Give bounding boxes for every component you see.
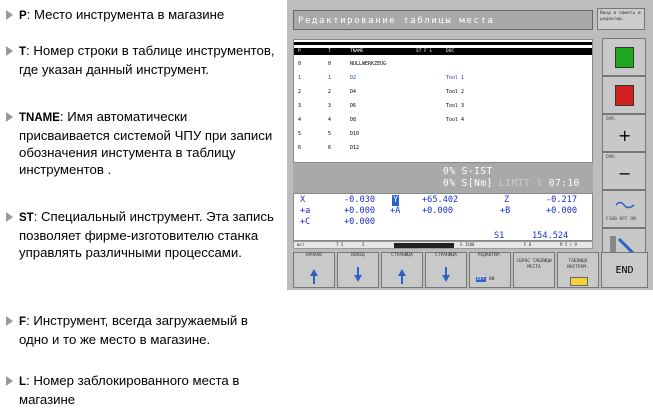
axis-label: Y (393, 195, 399, 205)
table-header (294, 48, 592, 55)
arrow-down-icon (442, 275, 450, 282)
softkey-label: РЕДАКТИР. (477, 253, 503, 258)
item-text: : Специальный инструмент. Эта запись позволяет фирме-изготовителю станка управлять различными процессами. (19, 209, 274, 260)
axis-label: +B (500, 206, 511, 216)
cell-t: 5 (328, 131, 332, 137)
softkey-tool-table[interactable] (557, 252, 599, 288)
status-item: F 0 (524, 242, 532, 247)
table-caption-bar (294, 42, 592, 45)
cell-p: 4 (298, 117, 302, 123)
bullet-icon (6, 112, 13, 122)
item-text: : Имя автоматически присваивается системой ЧПУ при записи обозначения инстумента в таблицу инструментов . (19, 109, 273, 177)
column-header-t: T (328, 49, 331, 54)
arrow-up-icon (310, 269, 318, 276)
axis-value: +0.000 (344, 206, 376, 216)
axis-value: -0.217 (546, 195, 578, 205)
item-key: T (19, 46, 27, 58)
status-item: Z (362, 242, 365, 247)
axis-label: X (300, 195, 306, 205)
axis-label: +a (300, 206, 311, 216)
cell-tname: NULLWERKZEUG (350, 61, 387, 67)
table-row[interactable] (294, 59, 592, 70)
spindle-torque: 0% S[Nm] (443, 178, 493, 189)
arrow-stem (401, 276, 403, 284)
table-row[interactable] (294, 101, 592, 112)
position-display (293, 193, 593, 241)
bullet-icon (6, 316, 13, 326)
table-row[interactable] (294, 115, 592, 126)
feed-on-off-key[interactable] (602, 190, 646, 228)
arrow-stem (357, 267, 359, 275)
softkey-row (293, 252, 648, 288)
minus-icon: − (618, 164, 632, 183)
cell-p: 5 (298, 131, 302, 137)
cell-tname: D12 (350, 145, 360, 151)
spindle-actual: 0% S-IST (443, 166, 493, 177)
coord-row (294, 206, 592, 217)
cell-tname: D6 (350, 103, 357, 109)
axis-value: +0.000 (546, 206, 578, 216)
softkey-label: ТАБЛИЦА ИНСТРУМ. (567, 259, 589, 270)
axis-value: +0.000 (422, 206, 454, 216)
column-header-st-f-l: ST F L (416, 49, 433, 54)
table-icon (570, 277, 588, 286)
arrow-stem (313, 276, 315, 284)
item-text: : Место инструмента в магазине (26, 7, 225, 22)
clock: 07:10 (548, 178, 580, 189)
arrow-stem (445, 267, 447, 275)
cell-p: 6 (298, 145, 302, 151)
feed-icon (615, 199, 635, 211)
item-text: : Номер строки в таблице инструментов, где указан данный инструмент. (19, 43, 275, 77)
item-text: : Номер заблокированного места в магазине (19, 373, 240, 407)
cell-p: 3 (298, 103, 302, 109)
off-state: OFF (477, 277, 486, 282)
cell-doc: Tool 1 (446, 75, 465, 81)
cell-p: 0 (298, 61, 302, 67)
plus-icon: + (618, 126, 632, 145)
bullet-icon (6, 212, 13, 222)
softkey-end[interactable]: END (601, 252, 648, 288)
m-icon (615, 47, 634, 68)
item-key: P (19, 10, 27, 22)
status-item: Т 5 (336, 242, 344, 247)
cell-t: 4 (328, 117, 332, 123)
key-label: F100 OFF ON (606, 217, 636, 222)
key-label: OVR. (606, 155, 617, 160)
axis-label: Z (504, 195, 510, 205)
item-key: TNAME (19, 112, 60, 124)
item-key: L (19, 376, 27, 388)
cell-tname: D2 (350, 75, 357, 81)
item-key: ST (19, 212, 34, 224)
softkey-label: КОНЕЦ (351, 253, 365, 258)
cnc-screen (287, 0, 653, 290)
coord-row (294, 195, 592, 206)
axis-value: +0.000 (344, 217, 376, 227)
cell-tname: D8 (350, 117, 357, 123)
override-plus-key[interactable] (602, 114, 646, 152)
table-row[interactable] (294, 87, 592, 98)
axis-value: +65.402 (422, 195, 459, 205)
table-row[interactable] (294, 129, 592, 140)
s1-label: S1 (494, 231, 505, 241)
screen-title: Редактирование таблицы места (293, 10, 593, 30)
softkey-label: СТРАНИЦА (391, 253, 413, 258)
cell-tname: D10 (350, 131, 360, 137)
arrow-down-icon (354, 275, 362, 282)
status-item: S 1500 (460, 242, 475, 247)
override-minus-key[interactable] (602, 152, 646, 190)
softkey-label: СТРАНИЦА (435, 253, 457, 258)
cell-doc: Tool 3 (446, 103, 465, 109)
table-row[interactable] (294, 143, 592, 154)
softkey-label: НАЧАЛО (305, 253, 323, 258)
cell-p: 2 (298, 89, 302, 95)
item-key: F (19, 316, 27, 328)
s1-value: 154.524 (532, 231, 569, 241)
axis-label: +C (300, 217, 311, 227)
softkey-page-down[interactable] (425, 252, 467, 288)
item-text: : Инструмент, всегда загружаемый в одно и то же место в магазине. (19, 313, 248, 347)
bullet-icon (6, 46, 13, 56)
coord-row (294, 217, 592, 228)
status-block (394, 243, 454, 248)
softkey-page-up[interactable] (381, 252, 423, 288)
cell-doc: Tool 4 (446, 117, 465, 123)
cell-t: 0 (328, 61, 332, 67)
place-table (293, 39, 593, 163)
status-item: M 5 / 9 (560, 242, 577, 247)
softkey-begin[interactable] (293, 252, 335, 288)
status-item: ист (297, 242, 305, 247)
s-function-key[interactable] (602, 76, 646, 114)
softkey-end-of-table[interactable] (337, 252, 379, 288)
cell-p: 1 (298, 75, 302, 81)
cell-t: 2 (328, 89, 332, 95)
column-header-doc: DOC (446, 49, 455, 54)
softkey-label: СБРОС ТАБЛИЦЫ МЕСТА (516, 259, 552, 270)
status-bar (293, 241, 593, 249)
limit-indicator: LIMIT 1 (499, 178, 543, 189)
axis-label: +A (390, 206, 401, 216)
cell-t: 6 (328, 145, 332, 151)
bullet-icon (6, 376, 13, 386)
softkey-edit[interactable] (469, 252, 511, 288)
on-state: ON (488, 277, 495, 282)
softkey-reset-place-table[interactable] (513, 252, 555, 288)
spindle-status (293, 163, 593, 193)
key-label: OVR. (606, 117, 617, 122)
table-row[interactable] (294, 73, 592, 84)
cell-tname: D4 (350, 89, 357, 95)
axis-value: -0.030 (344, 195, 376, 205)
column-header-p: P (298, 49, 301, 54)
spindle-torque-line (443, 178, 593, 190)
cell-t: 3 (328, 103, 332, 109)
spindle-speed (454, 231, 592, 241)
arrow-up-icon (398, 269, 406, 276)
mode-indicator: Ввод в память и редактир. (597, 8, 645, 30)
bullet-icon (6, 10, 13, 20)
cell-doc: Tool 2 (446, 89, 465, 95)
edit-toggle (476, 277, 494, 283)
cell-t: 1 (328, 75, 332, 81)
s-icon (615, 85, 634, 106)
column-header-tname: TNAME (350, 49, 364, 54)
m-function-key[interactable] (602, 38, 646, 76)
